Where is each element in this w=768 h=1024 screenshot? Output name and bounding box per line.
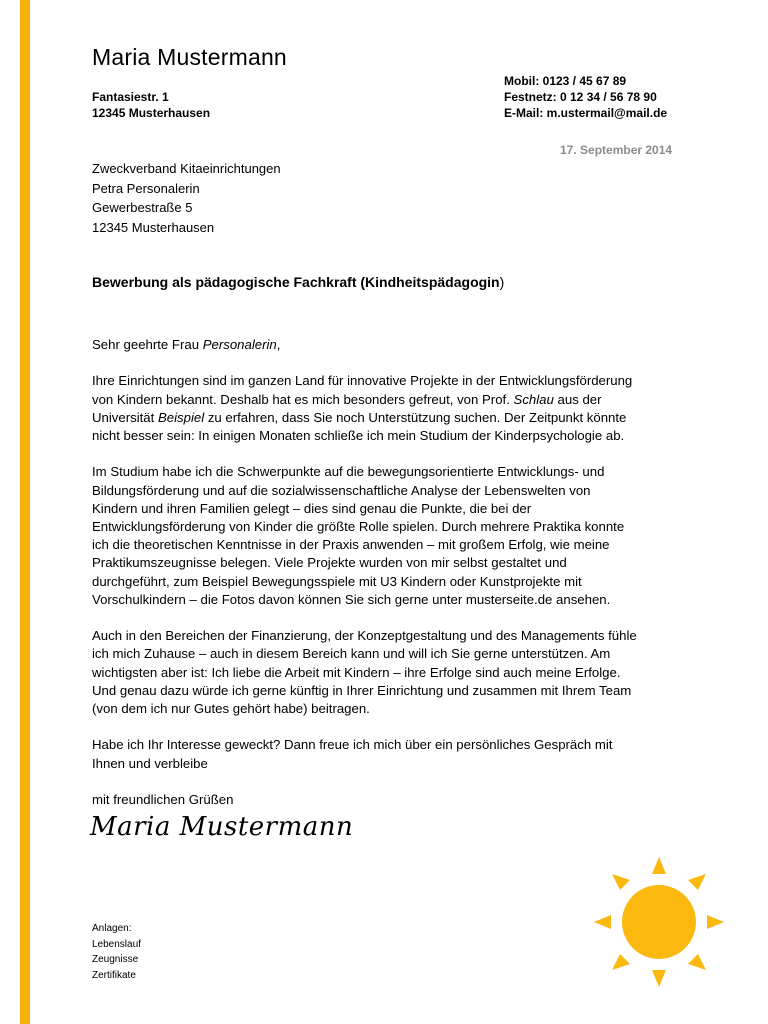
salutation-suffix: , [276, 337, 281, 352]
sender-email: E-Mail: m.ustermail@mail.de [504, 106, 668, 120]
paragraph-line: (von dem ich nur Gutes gehört habe) beitragen. [92, 701, 370, 717]
subject-main: Bewerbung als pädagogische Fachkraft (Kindheitspädagogin [92, 274, 500, 290]
paragraph-line: Im Studium habe ich die Schwerpunkte auf die bewegungsorientierte Entwicklungs- und [92, 464, 605, 480]
paragraph-line: ich mich Zuhause – auch in diesem Bereich kann und will ich Sie gerne unterstützen. Am [92, 646, 611, 662]
recipient-address [92, 159, 281, 237]
paragraph-line: Praktikumszeugnisse belegen. Viele Projekte wurden von mir selbst gestaltet und [92, 555, 567, 571]
sender-city: 12345 Musterhausen [92, 106, 211, 120]
paragraph-line: von Kindern bekannt. Deshalb hat es mich besonders gefreut, von Prof. Schlau aus der [92, 391, 602, 407]
paragraph-line: Auch in den Bereichen der Finanzierung, der Konzeptgestaltung und des Managements fühle [92, 628, 637, 644]
paragraph-3 [92, 627, 692, 718]
sun-ray [688, 874, 706, 890]
salutation [92, 336, 692, 354]
paragraph-line: Ihnen und verbleibe [92, 755, 208, 771]
paragraph-line: Habe ich Ihr Interesse geweckt? Dann freue ich mich über ein persönliches Gespräch mit [92, 737, 613, 753]
sun-ray [707, 915, 724, 929]
recipient-street: Gewerbestraße 5 [92, 200, 193, 215]
enclosure-item: Lebenslauf [92, 938, 141, 950]
sun-disc [622, 885, 696, 959]
sun-ray [612, 954, 630, 970]
recipient-person: Petra Personalerin [92, 180, 200, 196]
letter-body [92, 336, 692, 827]
enclosure-item: Zertifikate [92, 969, 136, 981]
paragraph-line: Entwicklungsförderung von Kinder die größte Rolle spielen. Durch mehrere Praktika konnte [92, 519, 625, 534]
paragraph-line: wichtigsten aber ist: Ich liebe die Arbeit mit Kindern – ihre Erfolge sind auch meine Erfolge. [92, 664, 621, 680]
paragraph-2 [92, 463, 692, 609]
sun-ray [594, 915, 611, 929]
enclosures [92, 921, 141, 983]
letter-subject [92, 274, 504, 290]
paragraph-line: Bildungsförderung und auf die sozialwissenschaftliche Analyse der Lebenswelten von [92, 482, 591, 498]
paragraph-line: Ihre Einrichtungen sind im ganzen Land für innovative Projekte in der Entwicklungsförderung [92, 373, 633, 389]
paragraph-line: Vorschulkindern – die Fotos davon können Sie sich gerne unter musterseite.de ansehen. [92, 591, 611, 607]
sun-ray [688, 954, 706, 970]
paragraph-line: durchgeführt, zum Beispiel Bewegungsspiele mit U3 Kindern oder Kunstprojekte mit [92, 573, 582, 589]
paragraph-1 [92, 372, 692, 445]
sender-landline: Festnetz: 0 12 34 / 56 78 90 [504, 90, 657, 104]
paragraph-line: Universität Beispiel zu erfahren, dass Sie noch Unterstützung suchen. Der Zeitpunkt könnte [92, 409, 627, 425]
recipient-city: 12345 Musterhausen [92, 219, 215, 235]
paragraph-line: Kindern und ihren Familien gelegt – dies sind genau die Punkte, die bei der [92, 500, 532, 516]
sender-contact [504, 73, 667, 121]
paragraph-line: Und genau dazu würde ich gerne künftig in Ihrer Einrichtung und zusammen mit Ihrem Team [92, 682, 632, 698]
paragraph-line: nicht besser sein: In einigen Monaten schließe ich mein Studium der Kinderpsychologie ab. [92, 428, 625, 443]
closing-phrase: mit freundlichen Grüßen [92, 792, 234, 807]
sun-ray [612, 874, 630, 890]
enclosures-title: Anlagen: [92, 923, 132, 934]
signature: Maria Mustermann [90, 812, 354, 842]
salutation-name: Personalerin [202, 337, 277, 352]
sender-street: Fantasiestr. 1 [92, 90, 169, 104]
letter-date: 17. September 2014 [560, 143, 673, 157]
page-left-accent-bar [20, 0, 30, 1024]
salutation-prefix: Sehr geehrte Frau [92, 337, 203, 352]
sender-name: Maria Mustermann [92, 44, 287, 70]
sender-mobile: Mobil: 0123 / 45 67 89 [504, 74, 627, 88]
recipient-organization: Zweckverband Kitaeinrichtungen [92, 161, 281, 176]
subject-close: ) [499, 274, 505, 290]
sun-ray [652, 970, 666, 987]
sun-ray [652, 857, 666, 874]
enclosure-item: Zeugnisse [92, 954, 139, 965]
sender-address [92, 89, 210, 121]
sun-icon [570, 852, 750, 992]
paragraph-line: ich die theoretischen Kenntnisse in der Praxis anwenden – mit großem Erfolg, wie meine [92, 537, 610, 553]
paragraph-4 [92, 736, 692, 772]
